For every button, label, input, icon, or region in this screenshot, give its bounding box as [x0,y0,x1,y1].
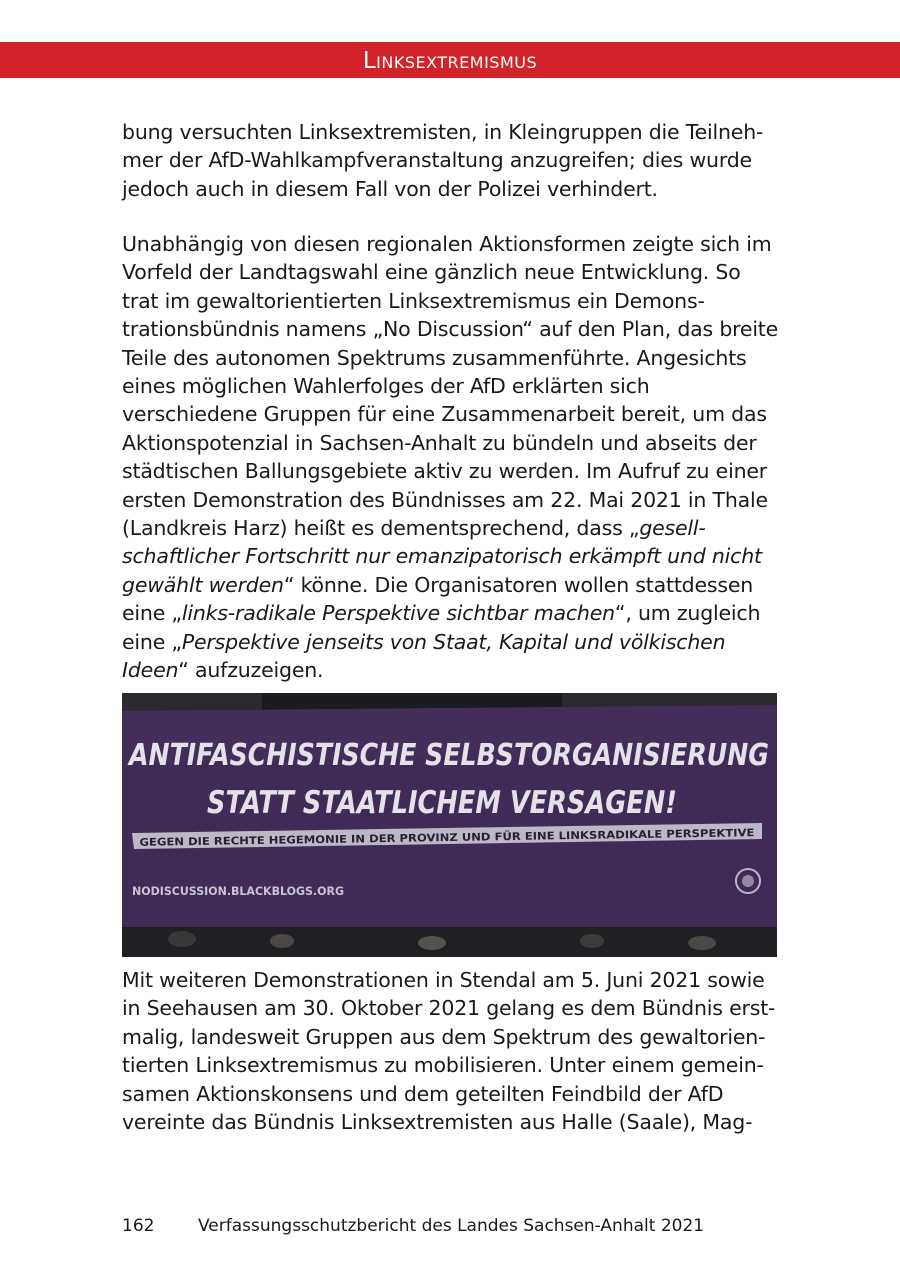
banner-illustration [122,693,777,957]
paragraph-2-text [122,230,782,685]
banner-photo [122,693,777,957]
quote-3: Perspektive jenseits von Staat, Kapital und völkischen Ideen [122,629,726,683]
publication-title: Verfassungsschutzbericht des Landes Sachsen-Anhalt 2021 [198,1216,705,1236]
paragraph-2-part3: “, um zugleich eine „ [122,601,761,654]
quote-1: gesellschaftlicher Fortschritt nur emanzipatorisch erkämpft und nicht gewählt werden [122,516,762,597]
page-footer [122,1215,822,1237]
paragraph-1 [122,118,782,203]
paragraph-1-text: bung versuchten Linksextremisten, in Kleingruppen die Teilnehmer der AfD-Wahlkampfveranstaltung anzugreifen; dies wurde jedoch auch in diesem Fall von der Polizei verhindert. [122,120,764,201]
banner-line-2: STATT STAATLICHEM VERSAGEN! [207,785,677,821]
page-number: 162 [122,1216,155,1236]
banner-url: NODISCUSSION.BLACKBLOGS.ORG [132,884,344,898]
paragraph-2 [122,230,782,685]
paragraph-2-part1: Unabhängig von diesen regionalen Aktionsformen zeigte sich im Vorfeld der Landtagswahl eine gänzlich neue Entwicklung. So trat im gewaltorientierten Linksextremismus ein Demonstrationsbündnis namens „No Discussion“ auf den Plan, das breite Teile des autonomen Spektrums zusammenführte. Angesichts eines möglichen Wahlerfolges der AfD erklärten sich verschiedene Gruppen für eine Zusammenarbeit bereit, um das Aktionspotenzial in Sachsen-Anhalt zu bündeln und abseits der städtischen Ballungsgebiete aktiv zu werden. Im Aufruf zu einer ersten Demonstration des Bündnisses am 22. Mai 2021 in Thale (Landkreis Harz) heißt es dementsprechend, dass „ [122,232,779,541]
chapter-title: Linksextremismus [362,48,538,74]
banner-line-1: ANTIFASCHISTISCHE SELBSTORGANISIERUNG [127,738,769,773]
paragraph-3 [122,966,782,1136]
paragraph-2-part4: “ aufzuzeigen. [178,658,324,683]
quote-2: links-radikale Perspektive sichtbar machen [181,601,615,626]
banner-strip-text: GEGEN DIE RECHTE HEGEMONIE IN DER PROVINZ UND FÜR EINE LINKSRADIKALE PERSPEKTIVE [139,828,698,849]
paragraph-3-text: Mit weiteren Demonstrationen in Stendal am 5. Juni 2021 sowie in Seehausen am 30. Oktober 2021 gelang es dem Bündnis erstmalig, landesweit Gruppen aus dem Spektrum des gewaltorientierten Linksextremismus zu mobilisieren. Unter einem gemeinsamen Aktionskonsens und dem geteilten Feindbild der AfD vereinte das Bündnis Linksextremisten aus Halle (Saale), Mag- [122,968,776,1135]
paragraph-2-part2: “ könne. Die Organisatoren wollen stattdessen eine „ [122,572,754,626]
